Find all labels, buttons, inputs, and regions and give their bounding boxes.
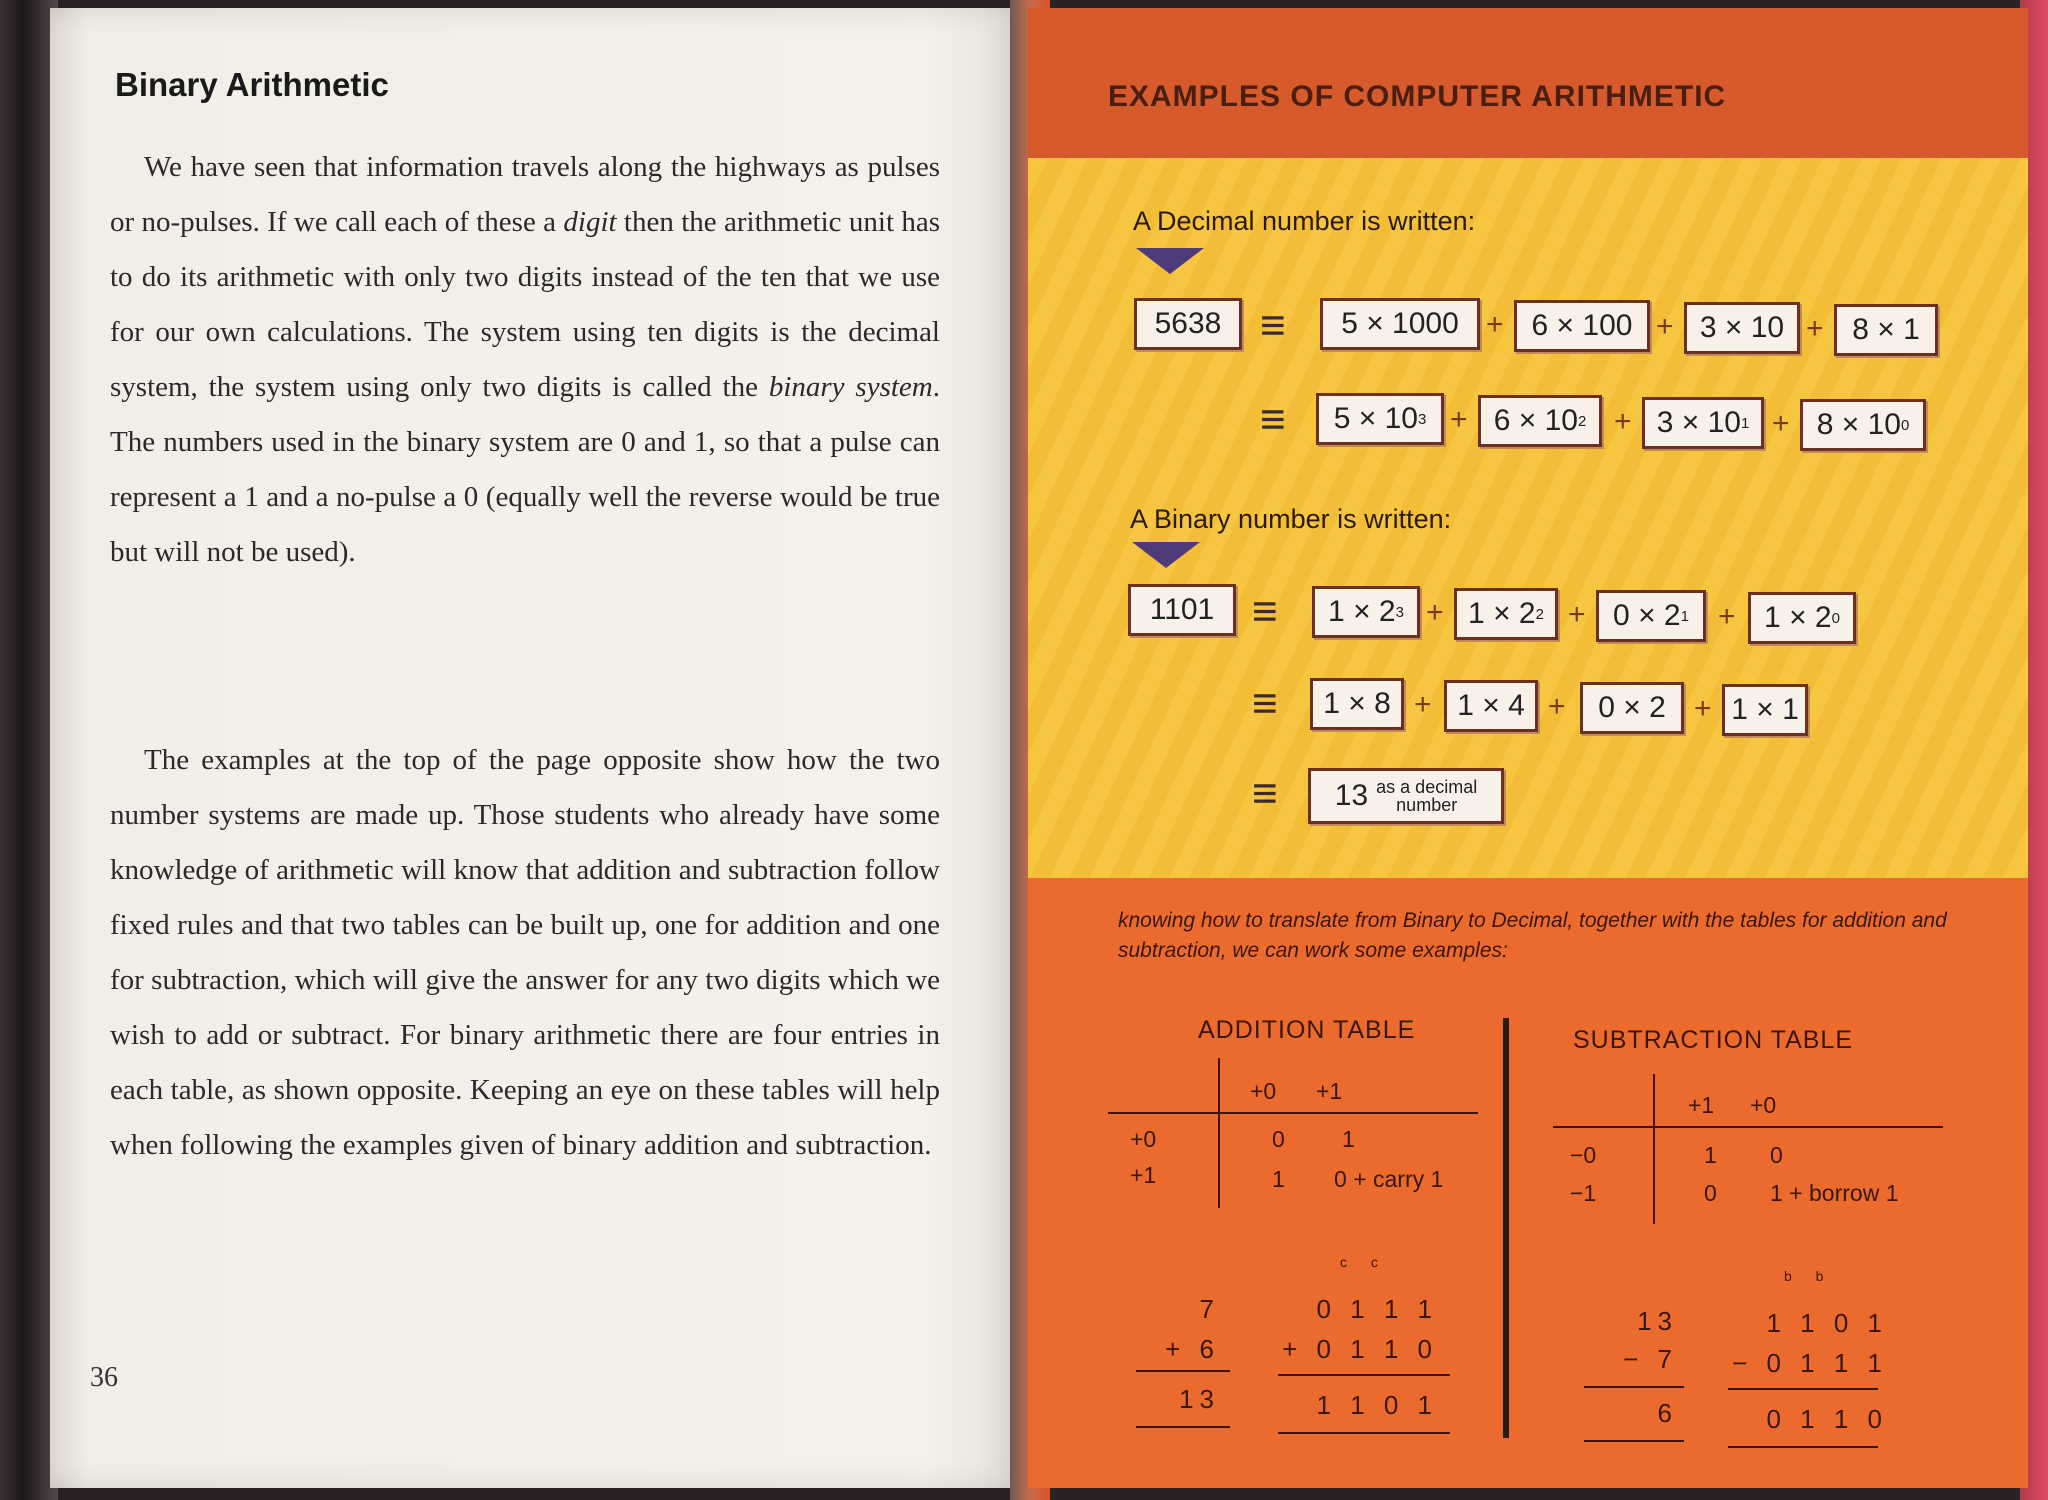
subtraction-table-divider xyxy=(1653,1074,1655,1224)
plus-symbol: + xyxy=(1694,692,1712,725)
binary-number-box: 1101 xyxy=(1128,584,1236,636)
calc-value: 7 xyxy=(1199,1294,1220,1324)
equiv-symbol: ≡ xyxy=(1252,679,1278,728)
plus-symbol: + xyxy=(1426,596,1444,629)
page-number: 36 xyxy=(90,1362,118,1393)
binary-term: 1 × 1 xyxy=(1722,684,1808,736)
decimal-power-term: 8 × 10 0 xyxy=(1800,399,1926,451)
binary-power-term: 1 × 2 3 xyxy=(1312,586,1420,638)
table-cell: 0 xyxy=(1770,1142,1783,1168)
addition-table-divider xyxy=(1108,1112,1478,1114)
calc-value: + 0 1 1 0 xyxy=(1282,1334,1438,1364)
calc-value: 13 xyxy=(1637,1306,1678,1336)
table-col-header: +1 xyxy=(1688,1092,1715,1118)
table-row-header: +0 xyxy=(1130,1126,1157,1152)
table-cell: 0 + carry 1 xyxy=(1334,1166,1444,1192)
calc-value: 0 1 1 1 xyxy=(1316,1294,1438,1324)
plus-symbol: + xyxy=(1806,312,1824,345)
calc-rule xyxy=(1136,1370,1230,1372)
equiv-symbol: ≡ xyxy=(1252,769,1278,818)
equiv-symbol: ≡ xyxy=(1252,587,1278,636)
equiv-symbol: ≡ xyxy=(1260,395,1286,444)
binary-result-box: 13 as a decimal number xyxy=(1308,768,1504,824)
table-cell: 1 + borrow 1 xyxy=(1770,1180,1899,1206)
table-cell: 0 xyxy=(1704,1180,1717,1206)
calc-result: 6 xyxy=(1657,1398,1678,1428)
calc-value: − 7 xyxy=(1623,1344,1678,1374)
decimal-power-term: 3 × 10 1 xyxy=(1642,397,1764,449)
decimal-term: 8 × 1 xyxy=(1834,304,1938,356)
plus-symbol: + xyxy=(1718,600,1736,633)
calc-rule xyxy=(1728,1446,1878,1448)
binary-arrow-icon xyxy=(1132,542,1200,568)
term-digit: digit xyxy=(563,206,617,238)
decimal-term: 6 × 100 xyxy=(1514,300,1650,352)
tables-divider xyxy=(1503,1018,1509,1438)
plus-symbol: + xyxy=(1772,407,1790,440)
page-title: Binary Arithmetic xyxy=(115,66,389,103)
plus-symbol: + xyxy=(1450,403,1468,436)
table-cell: 1 xyxy=(1342,1126,1355,1152)
right-page xyxy=(1028,8,2028,1488)
calc-value: − 0 1 1 1 xyxy=(1732,1348,1888,1378)
calc-rule xyxy=(1136,1426,1230,1428)
calc-result: 0 1 1 0 xyxy=(1766,1404,1888,1434)
table-col-header: +1 xyxy=(1316,1078,1343,1104)
plus-symbol: + xyxy=(1656,310,1674,343)
binary-term: 1 × 8 xyxy=(1310,678,1404,730)
binary-term: 0 × 2 xyxy=(1580,682,1684,734)
table-cell: 1 xyxy=(1272,1166,1285,1192)
equiv-symbol: ≡ xyxy=(1260,301,1286,350)
calc-rule xyxy=(1278,1374,1450,1376)
decimal-term: 5 × 1000 xyxy=(1320,298,1480,350)
plus-symbol: + xyxy=(1614,405,1632,438)
term-binary-system: binary system xyxy=(768,371,933,403)
table-row-header: −0 xyxy=(1570,1142,1597,1168)
calc-value: + 6 xyxy=(1165,1334,1220,1364)
decimal-power-term: 6 × 10 2 xyxy=(1478,395,1602,447)
decimal-label: A Decimal number is written: xyxy=(1133,206,1476,236)
table-cell: 0 xyxy=(1272,1126,1285,1152)
subtraction-table-title: SUBTRACTION TABLE xyxy=(1573,1026,1854,1054)
paragraph-1: We have seen that information travels along the highways as pulses or no-pulses. If we call each of these a digit then the arithmetic unit has to do its arithmetic with only two digits instead of the ten that we use for our own calculations. The system using ten digits is the decimal system, the system using only two digits is called the binary system. The numbers used in the binary system are 0 and 1, so that a pulse can represent a 1 and a no-pulse a 0 (equally well the reverse would be true but will not be used). xyxy=(110,151,941,568)
calc-rule xyxy=(1278,1432,1450,1434)
decimal-arrow-icon xyxy=(1136,248,1204,274)
calc-result: 13 xyxy=(1179,1384,1220,1414)
binary-power-term: 1 × 2 2 xyxy=(1454,588,1558,640)
calc-rule xyxy=(1584,1386,1684,1388)
header-title: EXAMPLES OF COMPUTER ARITHMETIC xyxy=(1108,80,1727,113)
binary-power-term: 0 × 2 1 xyxy=(1596,590,1706,642)
binary-term: 1 × 4 xyxy=(1444,680,1538,732)
table-cell: 1 xyxy=(1704,1142,1717,1168)
decimal-number-box: 5638 xyxy=(1134,298,1242,350)
plus-symbol: + xyxy=(1548,690,1566,723)
calc-value: 1 1 0 1 xyxy=(1766,1308,1888,1338)
binary-power-term: 1 × 2 0 xyxy=(1748,592,1856,644)
carry-marks: c c xyxy=(1340,1254,1388,1270)
addition-table-title: ADDITION TABLE xyxy=(1198,1016,1416,1044)
calc-result: 1 1 0 1 xyxy=(1316,1390,1438,1420)
table-col-header: +0 xyxy=(1750,1092,1777,1118)
calc-rule xyxy=(1584,1440,1684,1442)
plus-symbol: + xyxy=(1568,598,1586,631)
table-row-header: −1 xyxy=(1570,1180,1597,1206)
decimal-power-term: 5 × 10 3 xyxy=(1316,393,1444,445)
plus-symbol: + xyxy=(1414,688,1432,721)
borrow-marks: b b xyxy=(1784,1268,1834,1284)
tables-intro-note: knowing how to translate from Binary to Decimal, together with the tables for addition and subtraction, we can work some examples: xyxy=(1118,909,1947,962)
table-col-header: +0 xyxy=(1250,1078,1277,1104)
paragraph-2: The examples at the top of the page opposite show how the two number systems are made up. Those students who already have some knowledge of arithmetic will know that addition and subtraction follow fixed rules and that two tables can be built up, one for addition and one for subtraction, which will give the answer for any two digits which we wish to add or subtract. For binary arithmetic there are four entries in each table, as shown opposite. Keeping an eye on these tables will help when following the examples given of binary addition and subtraction. xyxy=(110,744,940,1161)
plus-symbol: + xyxy=(1486,308,1504,341)
table-row-header: +1 xyxy=(1130,1162,1157,1188)
subtraction-table-divider xyxy=(1553,1126,1943,1128)
calc-rule xyxy=(1728,1388,1878,1390)
decimal-term: 3 × 10 xyxy=(1684,302,1800,354)
binary-label: A Binary number is written: xyxy=(1130,504,1452,534)
addition-table-divider xyxy=(1218,1058,1220,1208)
